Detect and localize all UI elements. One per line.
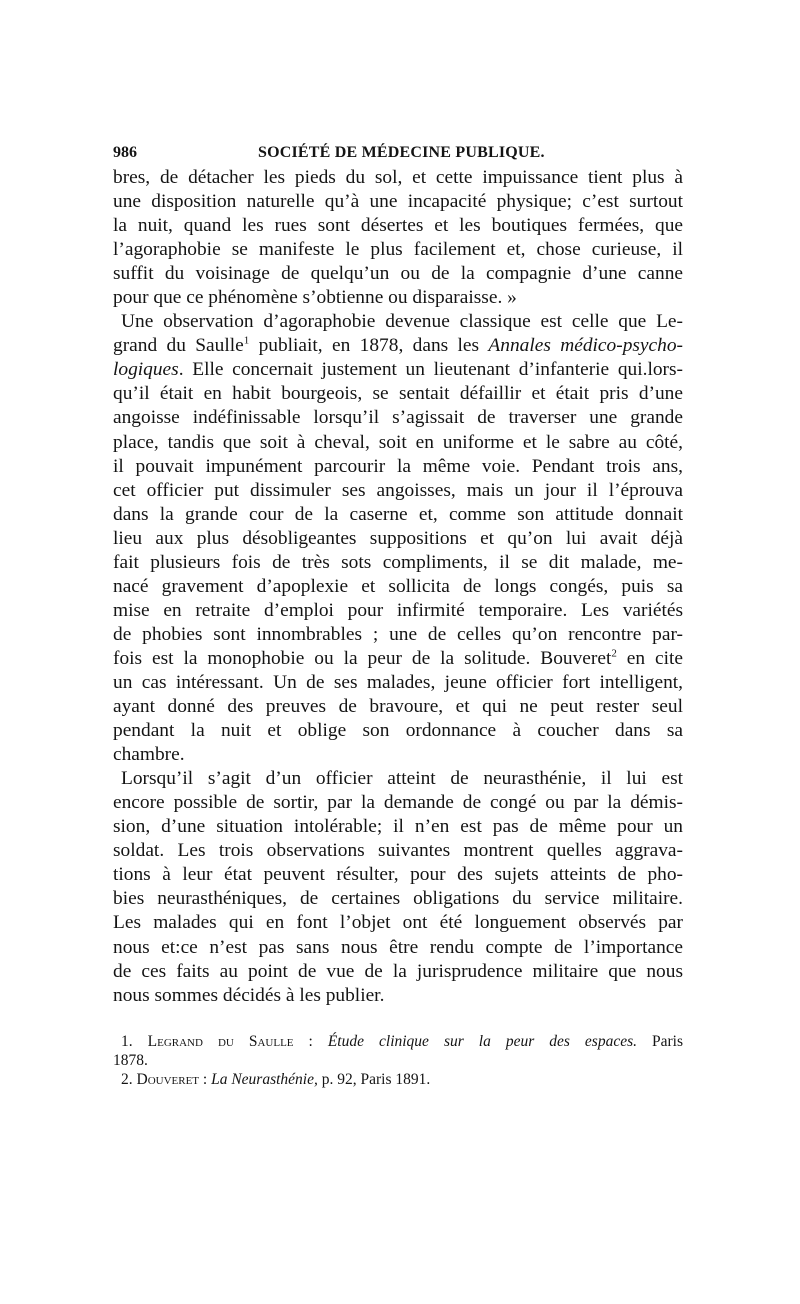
text-line: bies neurasthéniques, de certaines obligations du service militaire. <box>113 888 683 910</box>
footnote-marker: 2. <box>121 1070 133 1088</box>
spacer <box>113 1008 683 1032</box>
text-line: bres, de détacher les pieds du sol, et cette impuissance tient plus à <box>113 167 683 188</box>
body-text <box>113 166 683 1008</box>
footnote-sep: : <box>199 1070 212 1088</box>
footnote-2 <box>113 1070 683 1089</box>
text-line: fait plusieurs fois de très sots compliments, il se dit malade, me- <box>113 551 683 573</box>
journal-title-cont: logiques <box>113 359 179 381</box>
text-line: Une observation d’agoraphobie devenue classique est celle que Le- <box>121 311 683 333</box>
paragraph-3 <box>113 767 683 1007</box>
text-line: l’agoraphobie se manifeste le plus facilement et, chose curieuse, il <box>113 239 683 261</box>
text-line: sion, d’une situation intolérable; il n’en est pas de même pour un <box>113 816 683 838</box>
page-number: 986 <box>113 144 137 161</box>
text-line: nous et:ce n’est pas sans nous être rendu compte de l’importance <box>113 936 683 958</box>
text-line: place, tandis que soit à cheval, soit en uniforme et le sabre au côté, <box>113 431 683 453</box>
footnotes <box>113 1032 683 1089</box>
text-fragment: publiait, en 1878, dans les <box>249 335 489 357</box>
journal-title: Annales médico-psycho- <box>488 335 683 357</box>
running-title: SOCIÉTÉ DE MÉDECINE PUBLIQUE. <box>258 144 545 161</box>
text-line: un cas intéressant. Un de ses malades, jeune officier fort intelligent, <box>113 671 683 693</box>
text-line: pendant la nuit et oblige son ordonnance à coucher dans sa <box>113 720 683 742</box>
text-line: la nuit, quand les rues sont désertes et les boutiques fermées, que <box>113 215 683 237</box>
footnote-title: La Neurasthénie, <box>211 1070 318 1088</box>
text-line: mise en retraite d’emploi pour infirmité temporaire. Les variétés <box>113 599 683 621</box>
text-line: pour que ce phénomène s’obtienne ou disparaisse. » <box>113 287 517 309</box>
text-line: ayant donné des preuves de bravoure, et qui ne peut rester seul <box>113 696 683 718</box>
text-fragment: grand du Saulle <box>113 335 244 357</box>
text-line: une disposition naturelle qu’à une incapacité physique; c’est surtout <box>113 191 683 213</box>
footnote-ref-1: 1 <box>243 334 250 347</box>
footnote-1-cont: 1878. <box>113 1051 148 1069</box>
text-line <box>113 358 683 382</box>
text-line: de ces faits au point de vue de la jurisprudence militaire que nous <box>113 960 683 982</box>
text-fragment: en cite <box>616 647 683 669</box>
footnote-rest: p. 92, Paris 1891. <box>317 1070 431 1088</box>
text-line: qu’il était en habit bourgeois, se sentait défaillir et était pris d’une <box>113 383 683 405</box>
footnote-place: Paris <box>637 1032 684 1050</box>
page <box>113 138 683 1089</box>
text-line: dans la grande cour de la caserne et, comme son attitude donnait <box>113 503 683 525</box>
text-line: angoisse indéfinissable lorsqu’il s’agissait de traverser une grande <box>113 407 683 429</box>
text-line-with-reference <box>113 334 683 358</box>
text-line: lieu aux plus désobligeantes suppositions et qu’on lui avait déjà <box>113 527 683 549</box>
footnote-sep: : <box>293 1032 328 1050</box>
text-fragment: fois est la monophobie ou la peur de la solitude. Bouveret <box>113 647 612 669</box>
footnote-1 <box>113 1032 683 1051</box>
text-line: il pouvait impunément parcourir la même voie. Pendant trois ans, <box>113 455 683 477</box>
footnote-marker: 1. <box>121 1032 133 1050</box>
footnote-author: Douveret <box>136 1070 200 1088</box>
text-line-with-reference <box>113 647 683 671</box>
text-fragment: . Elle concernait justement un lieutenant d’infanterie qui.lors- <box>178 359 683 381</box>
text-line: nacé gravement d’apoplexie et sollicita de longs congés, puis sa <box>113 575 683 597</box>
footnote-title: Étude clinique sur la peur des espaces. <box>327 1032 637 1050</box>
text-line: cet officier put dissimuler ses angoisses, mais un jour il l’éprouva <box>113 479 683 501</box>
text-line: Lorsqu’il s’agit d’un officier atteint de neurasthénie, il lui est <box>121 768 683 790</box>
text-line: chambre. <box>113 744 185 766</box>
text-line: tions à leur état peuvent résulter, pour des sujets atteints de pho- <box>113 864 683 886</box>
paragraph-1 <box>113 166 683 310</box>
text-line: soldat. Les trois observations suivantes montrent quelles aggrava- <box>113 840 683 862</box>
text-line: nous sommes décidés à les publier. <box>113 984 385 1006</box>
text-line: encore possible de sortir, par la demande de congé ou par la démis- <box>113 792 683 814</box>
text-line: Les malades qui en font l’objet ont été longuement observés par <box>113 912 683 934</box>
footnote-ref-2: 2 <box>611 647 617 660</box>
running-header <box>113 138 683 166</box>
text-line: de phobies sont innombrables ; une de celles qu’on rencontre par- <box>113 623 683 645</box>
paragraph-2 <box>113 310 683 767</box>
text-line: suffit du voisinage de quelqu’un ou de la compagnie d’une canne <box>113 263 683 285</box>
footnote-author: Legrand du Saulle <box>147 1032 294 1050</box>
